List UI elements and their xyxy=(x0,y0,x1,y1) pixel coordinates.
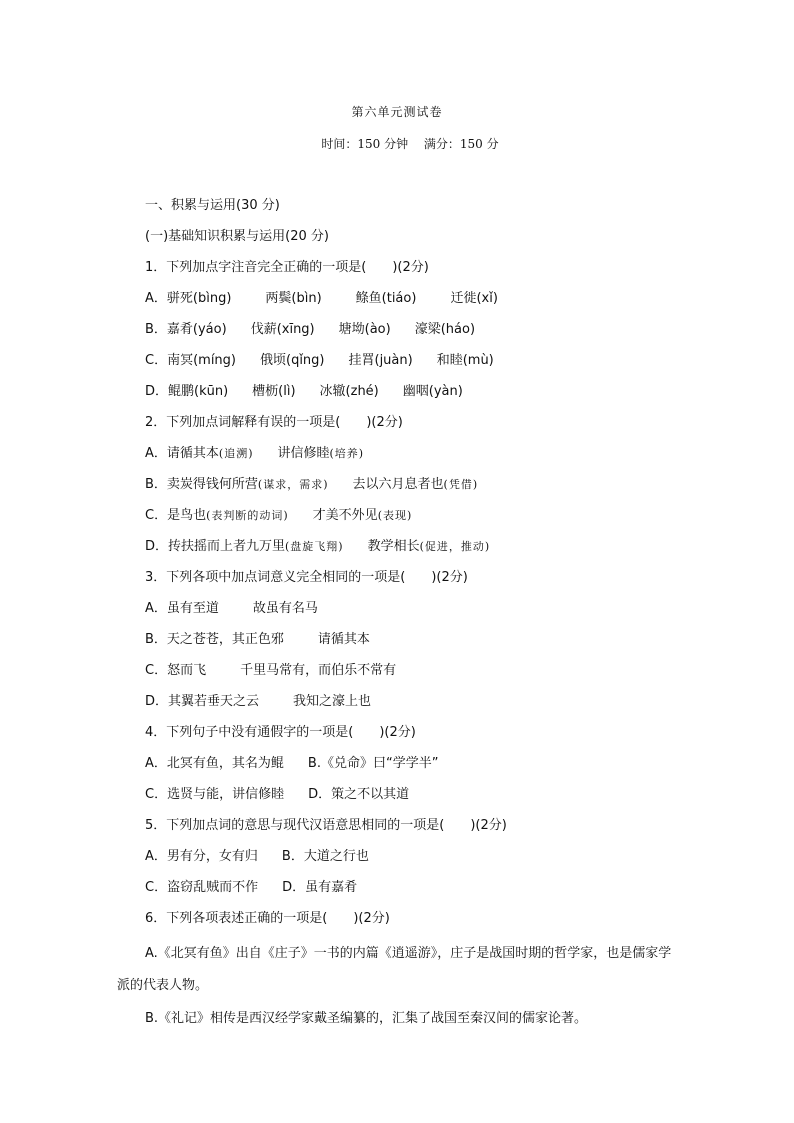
section-heading: 一、积累与运用(30 分) xyxy=(145,198,280,213)
question-3-stem: 3．下列各项中加点词意义完全相同的一项是( )(2分) xyxy=(145,570,468,585)
option-item: B．嘉肴(yáo) xyxy=(145,322,227,337)
question-5-options-ab xyxy=(145,847,369,867)
option-text: 请循其本 xyxy=(317,632,370,647)
question-1-option-d xyxy=(145,382,463,402)
option-item: 挂罥(juàn) xyxy=(348,353,413,368)
option-text: 才美不外见 xyxy=(312,508,378,523)
option-text: D．其翼若垂天之云 xyxy=(145,694,260,709)
option-item: A．骈死(bìng) xyxy=(145,291,232,306)
question-6-stem: 6．下列各项表述正确的一项是( )(2分) xyxy=(145,911,390,926)
option-text: B．天之苍苍，其正色邪 xyxy=(145,632,284,647)
question-6-option-b: B.《礼记》相传是西汉经学家戴圣编纂的，汇集了战国至秦汉间的儒家论著。 xyxy=(145,1011,588,1026)
option-item: 两鬓(bìn) xyxy=(265,291,322,306)
option-gloss: (表判断的动词) xyxy=(206,509,289,522)
option-item: 迁徙(xǐ) xyxy=(450,291,498,306)
page-title: 第六单元测试卷 xyxy=(351,105,443,119)
question-2-stem: 2．下列加点词解释有误的一项是( )(2分) xyxy=(145,415,403,430)
question-4-options-cd xyxy=(145,785,409,805)
option-text: C．选贤与能，讲信修睦 xyxy=(145,787,285,802)
option-item: 槽枥(lì) xyxy=(252,384,296,399)
option-gloss: (表现) xyxy=(377,509,413,522)
option-text: A．男有分，女有归 xyxy=(145,849,258,864)
question-3-option-c xyxy=(145,661,396,681)
option-text: B．大道之行也 xyxy=(281,849,369,864)
option-item: 塘坳(ào) xyxy=(338,322,391,337)
option-text: B．卖炭得钱何所营 xyxy=(145,477,258,492)
option-text: C．怒而飞 xyxy=(145,663,207,678)
option-item: 濠梁(háo) xyxy=(414,322,476,337)
option-text: D．策之不以其道 xyxy=(308,787,410,802)
subsection-heading: (一)基础知识积累与运用(20 分) xyxy=(145,229,329,244)
option-text: 我知之濠上也 xyxy=(293,694,372,709)
option-item: 冰辙(zhé) xyxy=(319,384,379,399)
option-text: A．虽有至道 xyxy=(145,601,219,616)
option-text: 教学相长 xyxy=(367,539,420,554)
question-3-option-d xyxy=(145,692,371,712)
option-item: 幽咽(yàn) xyxy=(402,384,463,399)
question-6-option-a: A.《北冥有鱼》出自《庄子》一书的内篇《逍遥游》，庄子是战国时期的哲学家，也是儒家学派的代表人物。 xyxy=(117,946,672,993)
option-gloss: (培养) xyxy=(329,447,365,460)
option-text: A．北冥有鱼，其名为鲲 xyxy=(145,756,284,771)
option-text: 千里马常有，而伯乐不常有 xyxy=(240,663,397,678)
exam-meta xyxy=(0,135,794,152)
option-item: 俄顷(qǐng) xyxy=(260,353,325,368)
question-2-option-d xyxy=(145,537,490,557)
option-gloss: (盘旋飞翔) xyxy=(285,540,344,553)
question-2-option-b xyxy=(145,475,478,495)
full-score: 满分：150 分 xyxy=(423,137,499,151)
option-gloss: (追溯) xyxy=(218,447,254,460)
question-1-option-c xyxy=(145,351,494,371)
option-text: 讲信修睦 xyxy=(277,446,330,461)
option-item: C．南冥(míng) xyxy=(145,353,236,368)
option-item: 伐薪(xīng) xyxy=(250,322,315,337)
option-item: D．鲲鹏(kūn) xyxy=(145,384,229,399)
question-2-option-a xyxy=(145,444,364,464)
question-4-options-ab xyxy=(145,754,438,774)
option-text: B.《兑命》曰“学学半” xyxy=(307,756,439,771)
option-text: 去以六月息者也 xyxy=(352,477,444,492)
option-gloss: (谋求，需求) xyxy=(257,478,329,491)
question-2-option-c xyxy=(145,506,412,526)
option-gloss: (凭借) xyxy=(443,478,479,491)
option-item: 和睦(mù) xyxy=(436,353,494,368)
question-1-stem: 1．下列加点字注音完全正确的一项是( )(2分) xyxy=(145,260,429,275)
option-item: 鲦鱼(tiáo) xyxy=(355,291,417,306)
question-3-option-b xyxy=(145,630,370,650)
option-text: C．盗窃乱贼而不作 xyxy=(145,880,259,895)
question-1-option-b xyxy=(145,320,475,340)
option-text: D．虽有嘉肴 xyxy=(282,880,358,895)
option-text: D．抟扶摇而上者九万里 xyxy=(145,539,286,554)
option-text: A．请循其本 xyxy=(145,446,219,461)
option-gloss: (促进，推动) xyxy=(419,540,491,553)
option-text: 故虽有名马 xyxy=(252,601,318,616)
question-3-option-a xyxy=(145,599,318,619)
question-5-options-cd xyxy=(145,878,357,898)
question-5-stem: 5．下列加点词的意思与现代汉语意思相同的一项是( )(2分) xyxy=(145,818,507,833)
time-limit: 时间：150 分钟 xyxy=(321,137,409,151)
option-text: C．是鸟也 xyxy=(145,508,207,523)
question-4-stem: 4．下列句子中没有通假字的一项是( )(2分) xyxy=(145,725,416,740)
question-1-option-a xyxy=(145,289,498,309)
